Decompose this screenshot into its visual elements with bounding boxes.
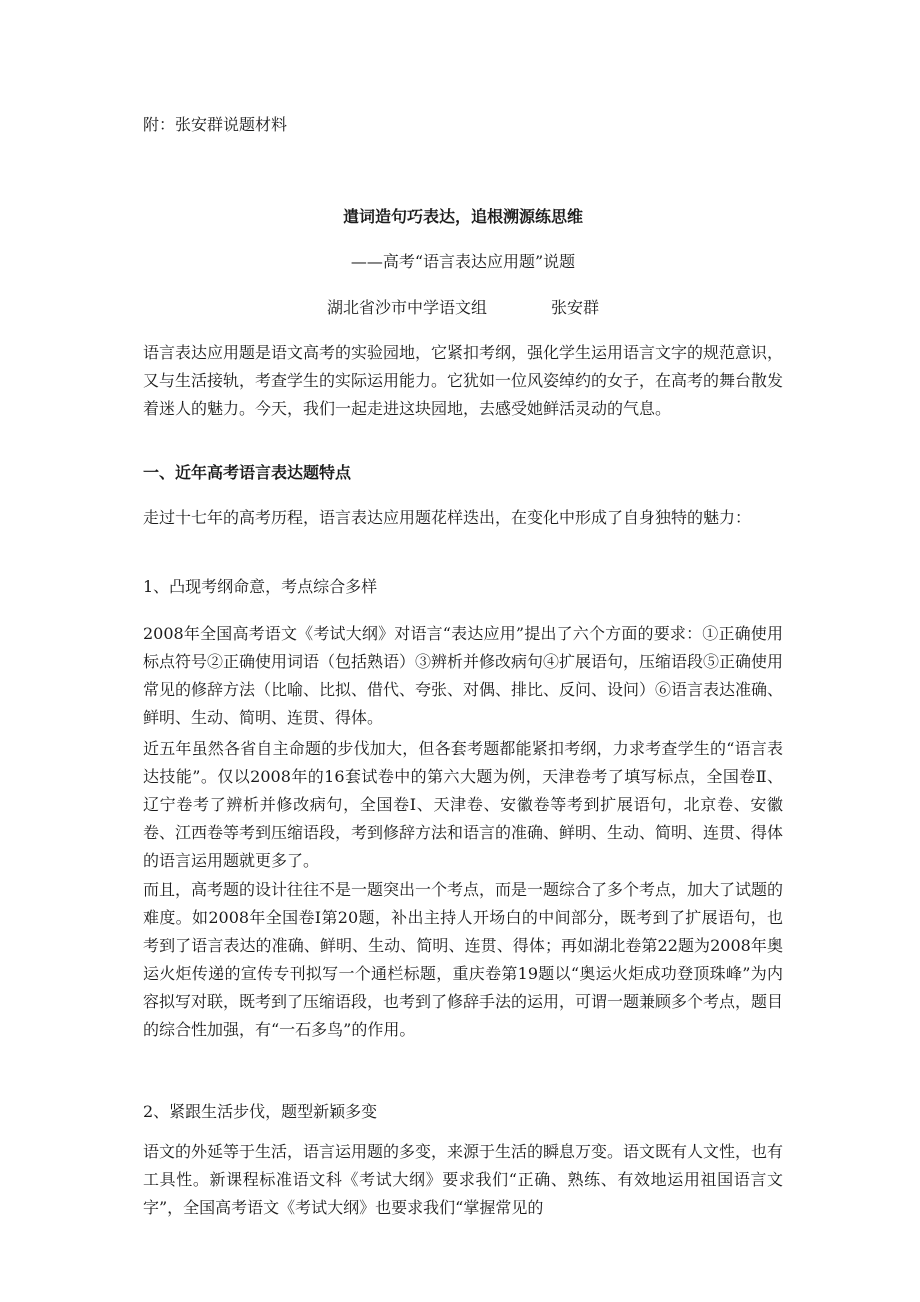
intro-paragraph: 语言表达应用题是语文高考的实验园地，它紧扣考纲，强化学生运用语言文字的规范意识，又与生活接轨，考查学生的实际运用能力。它犹如一位风姿绰约的女子，在高考的舞台散发着迷人的魅力。今天，我们一起走进这块园地，去感受她鲜活灵动的气息。	[143, 343, 784, 418]
author-organization: 湖北省沙市中学语文组	[326, 298, 487, 317]
point1-paragraph-3: 而且，高考题的设计往往不是一题突出一个考点，而是一题综合了多个考点，加大了试题的难度。如2008年全国卷Ⅰ第20题，补出主持人开场白的中间部分，既考到了扩展语句，也考到了语言表达的准确、鲜明、生动、简明、连贯、得体；再如湖北卷第22题为2008年奥运火炬传递的宣传专刊拟写一个通栏标题，重庆卷第19题以“奥运火炬成功登顶珠峰”为内容拟写对联，既考到了压缩语段，也考到了修辞手法的运用，可谓一题兼顾多个考点，题目的综合性加强，有“一石多鸟”的作用。	[143, 880, 784, 1039]
document-title: 遣词造句巧表达，追根溯源练思维	[342, 207, 583, 226]
appendix-label: 附：张安群说题材料	[143, 115, 288, 134]
author-name: 张安群	[551, 298, 600, 317]
section-heading: 一、近年高考语言表达题特点	[143, 463, 352, 482]
point1-paragraph-1: 2008年全国高考语文《考试大纲》对语言“表达应用”提出了六个方面的要求：①正确使用标点符号②正确使用词语（包括熟语）③辨析并修改病句④扩展语句，压缩语段⑤正确使用常见的修辞方法（比喻、比拟、借代、夸张、对偶、排比、反问、设问）⑥语言表达准确、鲜明、生动、简明、连贯、得体。	[143, 624, 784, 727]
point-heading-1: 1、凸现考纲命意，考点综合多样	[143, 577, 378, 596]
point2-paragraph-1: 语文的外延等于生活，语言运用题的多变，来源于生活的瞬息万变。语文既有人文性，也有工具性。新课程标准语文科《考试大纲》要求我们“正确、熟练、有效地运用祖国语言文字”，全国高考语文《考试大纲》也要求我们“掌握常见的	[143, 1142, 784, 1217]
point1-paragraph-2: 近五年虽然各省自主命题的步伐加大，但各套考题都能紧扣考纲，力求考查学生的“语言表达技能”。仅以2008年的16套试卷中的第六大题为例，天津卷考了填写标点，全国卷Ⅱ、辽宁卷考了辨析并修改病句，全国卷Ⅰ、天津卷、安徽卷等考到扩展语句，北京卷、安徽卷、江西卷等考到压缩语段，考到修辞方法和语言的准确、鲜明、生动、简明、连贯、得体的语言运用题就更多了。	[143, 739, 784, 870]
section-intro-paragraph: 走过十七年的高考历程，语言表达应用题花样迭出，在变化中形成了自身独特的魅力：	[143, 508, 752, 527]
document-subtitle: ——高考“语言表达应用题”说题	[350, 252, 576, 271]
author-line	[143, 293, 783, 322]
point-heading-2: 2、紧跟生活步伐，题型新颖多变	[143, 1102, 378, 1121]
